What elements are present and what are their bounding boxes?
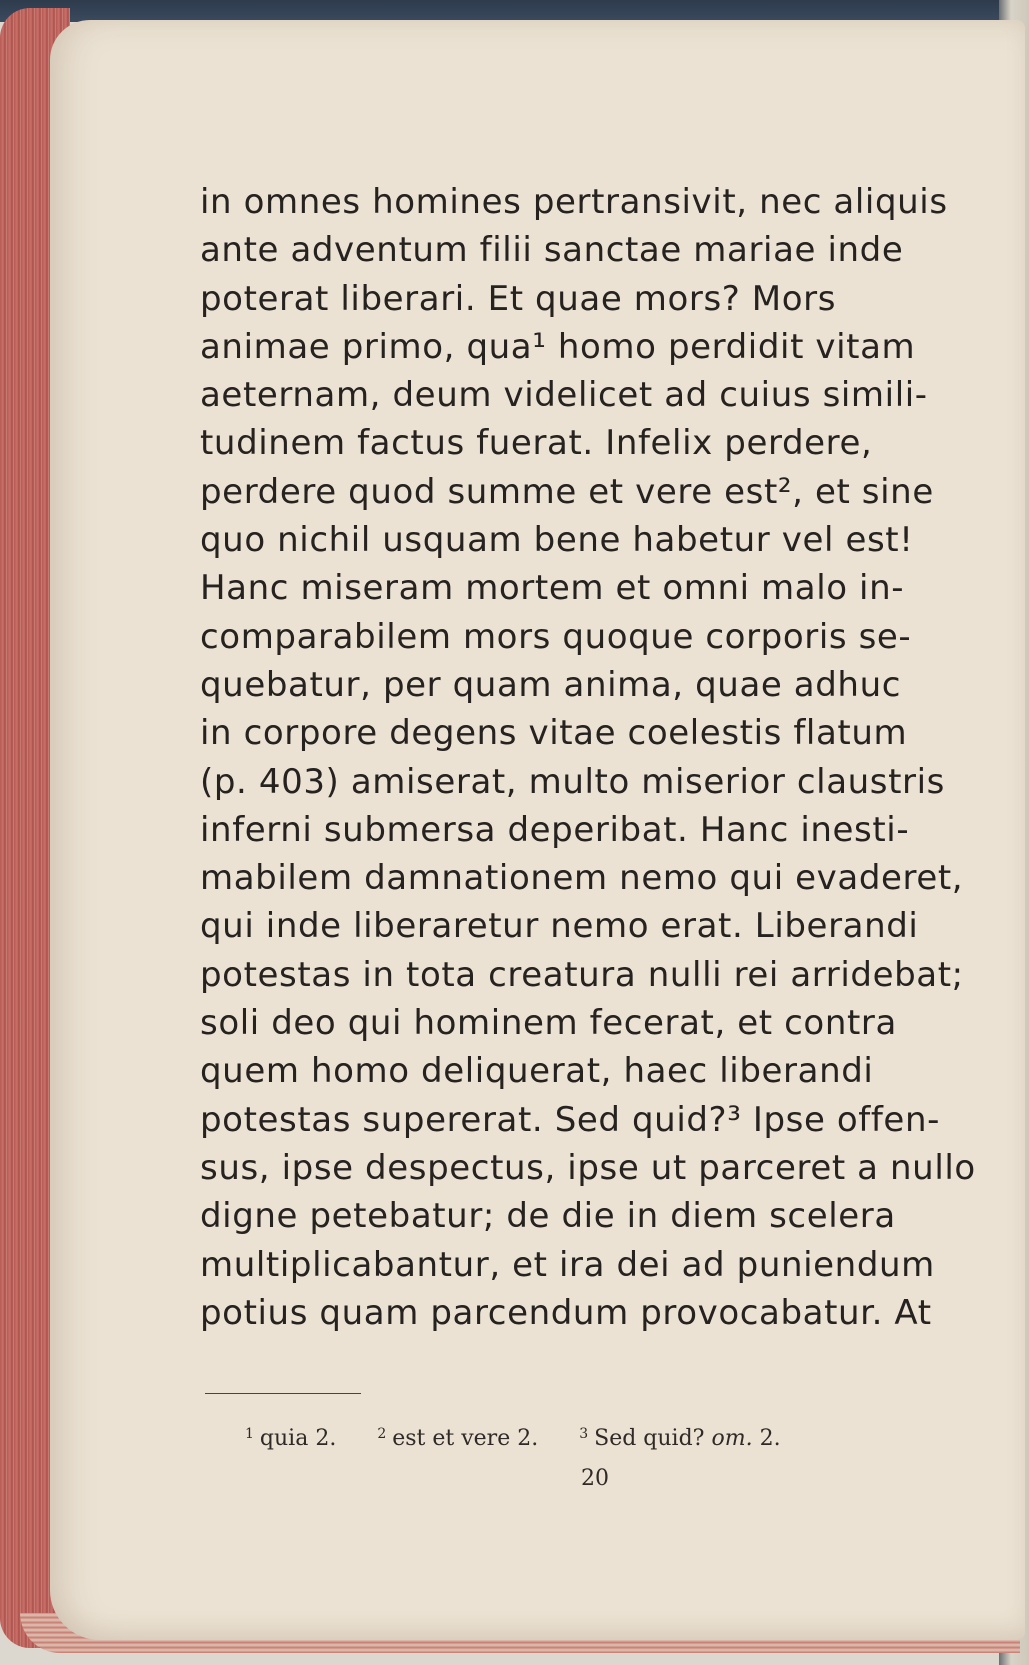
text-line: Hanc miseram mortem et omni malo in-: [200, 568, 905, 609]
text-line: potius quam parcendum provocabatur. At: [200, 1292, 932, 1333]
footnote-mark: 2: [377, 1426, 387, 1442]
text-line: perdere quod summe et vere est², et sine: [200, 471, 934, 512]
footnote-text: Sed quid?: [594, 1426, 705, 1451]
text-line: tudinem factus fuerat. Infelix perdere,: [200, 423, 873, 464]
text-line: mabilem damnationem nemo qui evaderet,: [200, 858, 964, 899]
text-line: potestas in tota creatura nulli rei arridebat;: [200, 954, 964, 995]
text-line: sus, ipse despectus, ipse ut parceret a nullo: [200, 1147, 976, 1188]
text-line: aeternam, deum videlicet ad cuius simili-: [200, 375, 928, 416]
footnote-mark: 1: [245, 1426, 254, 1442]
footnote-text: est et vere 2.: [392, 1426, 539, 1451]
text-line: soli deo qui hominem fecerat, et contra: [200, 1003, 897, 1044]
body-text: [200, 178, 985, 1337]
text-line: quem homo deliquerat, haec liberandi: [200, 1051, 874, 1092]
footnote-1: [245, 1426, 336, 1451]
text-line: quo nichil usquam bene habetur vel est!: [200, 520, 914, 561]
footnote-italic: om.: [711, 1426, 753, 1451]
text-line: potestas supererat. Sed quid?³ Ipse offen-: [200, 1099, 940, 1140]
footnote-text-after: 2.: [759, 1426, 781, 1451]
text-line: inferni submersa deperibat. Hanc inesti-: [200, 809, 910, 850]
text-line: comparabilem mors quoque corporis se-: [200, 616, 912, 657]
footnote-mark: 3: [579, 1426, 589, 1442]
footnote-text: quia 2.: [259, 1426, 337, 1451]
text-line: in corpore degens vitae coelestis flatum: [200, 713, 908, 754]
book-cover-top: [0, 0, 1029, 22]
footnote-2: [377, 1426, 538, 1451]
text-line: digne petebatur; de die in diem scelera: [200, 1196, 896, 1237]
text-line: animae primo, qua¹ homo perdidit vitam: [200, 326, 916, 367]
footnotes: [245, 1426, 815, 1451]
text-line: (p. 403) amiserat, multo miserior claustris: [200, 761, 945, 802]
footnote-3: [579, 1426, 780, 1451]
text-line: multiplicabantur, et ira dei ad puniendum: [200, 1244, 935, 1285]
text-line: quebatur, per quam anima, quae adhuc: [200, 664, 902, 705]
page-number: 20: [581, 1466, 609, 1491]
text-line: in omnes homines pertransivit, nec aliquis: [200, 182, 948, 222]
text-line: ante adventum filii sanctae mariae inde: [200, 230, 904, 271]
text-line: qui inde liberaretur nemo erat. Liberandi: [200, 906, 919, 947]
footnote-divider: [205, 1393, 361, 1394]
text-line: poterat liberari. Et quae mors? Mors: [200, 278, 837, 319]
